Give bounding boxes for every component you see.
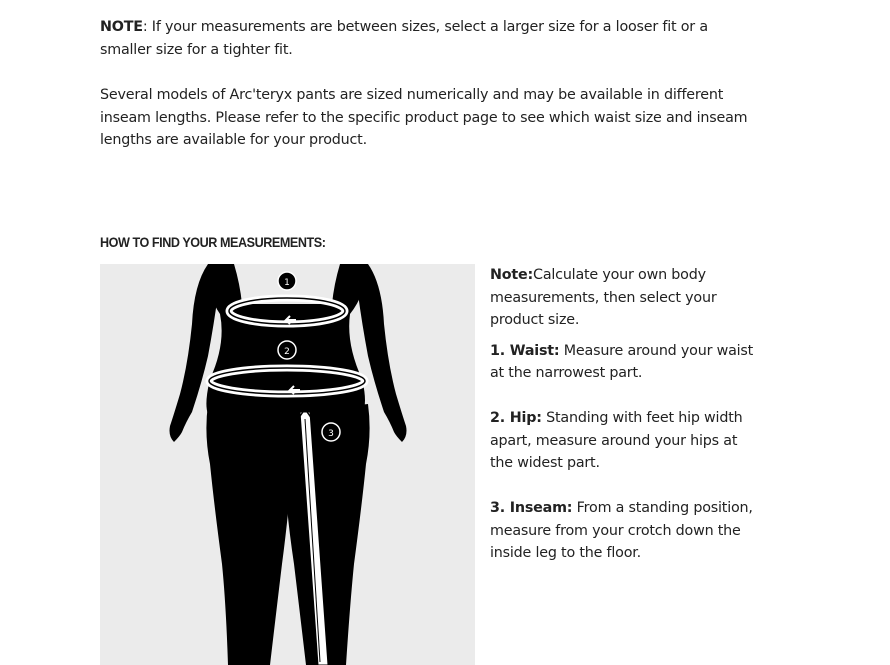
- body-silhouette-illustration: [100, 264, 475, 665]
- note-label: NOTE: [100, 19, 143, 35]
- marker-3: [322, 423, 340, 441]
- marker-2: [278, 341, 296, 359]
- svg-text:2: 2: [284, 347, 290, 357]
- instructions-note-label: Note:: [490, 267, 534, 283]
- step-hip: [490, 407, 760, 475]
- step-inseam-label: 3. Inseam:: [490, 500, 573, 516]
- svg-text:1: 1: [284, 278, 290, 288]
- section-heading: HOW TO FIND YOUR MEASUREMENTS:: [100, 234, 326, 250]
- svg-text:3: 3: [328, 429, 334, 439]
- marker-1: [278, 272, 296, 290]
- instructions-note-text: Calculate your own body measurements, then select your product size.: [490, 267, 717, 328]
- step-waist-text: Measure around your waist at the narrowest part.: [490, 342, 754, 381]
- measurement-instructions: [490, 264, 760, 565]
- step-inseam: [490, 497, 760, 565]
- step-hip-text: Standing with feet hip width apart, measure around your hips at the widest part.: [490, 410, 743, 471]
- sizing-paragraph: Several models of Arc'teryx pants are sized numerically and may be available in different inseam lengths. Please refer to the specific product page to see which waist size and inseam lengths are available for your product.: [100, 87, 748, 148]
- step-waist: [490, 340, 760, 385]
- note-text: : If your measurements are between sizes, select a larger size for a looser fit or a smaller size for a tighter fit.: [100, 19, 708, 58]
- instructions-note: [490, 264, 760, 332]
- step-hip-label: 2. Hip:: [490, 410, 542, 426]
- note-paragraph: [100, 16, 750, 61]
- step-waist-label: 1. Waist:: [490, 342, 560, 359]
- measurement-diagram: [100, 264, 475, 665]
- step-inseam-text: From a standing position, measure from your crotch down the inside leg to the floor.: [490, 500, 753, 561]
